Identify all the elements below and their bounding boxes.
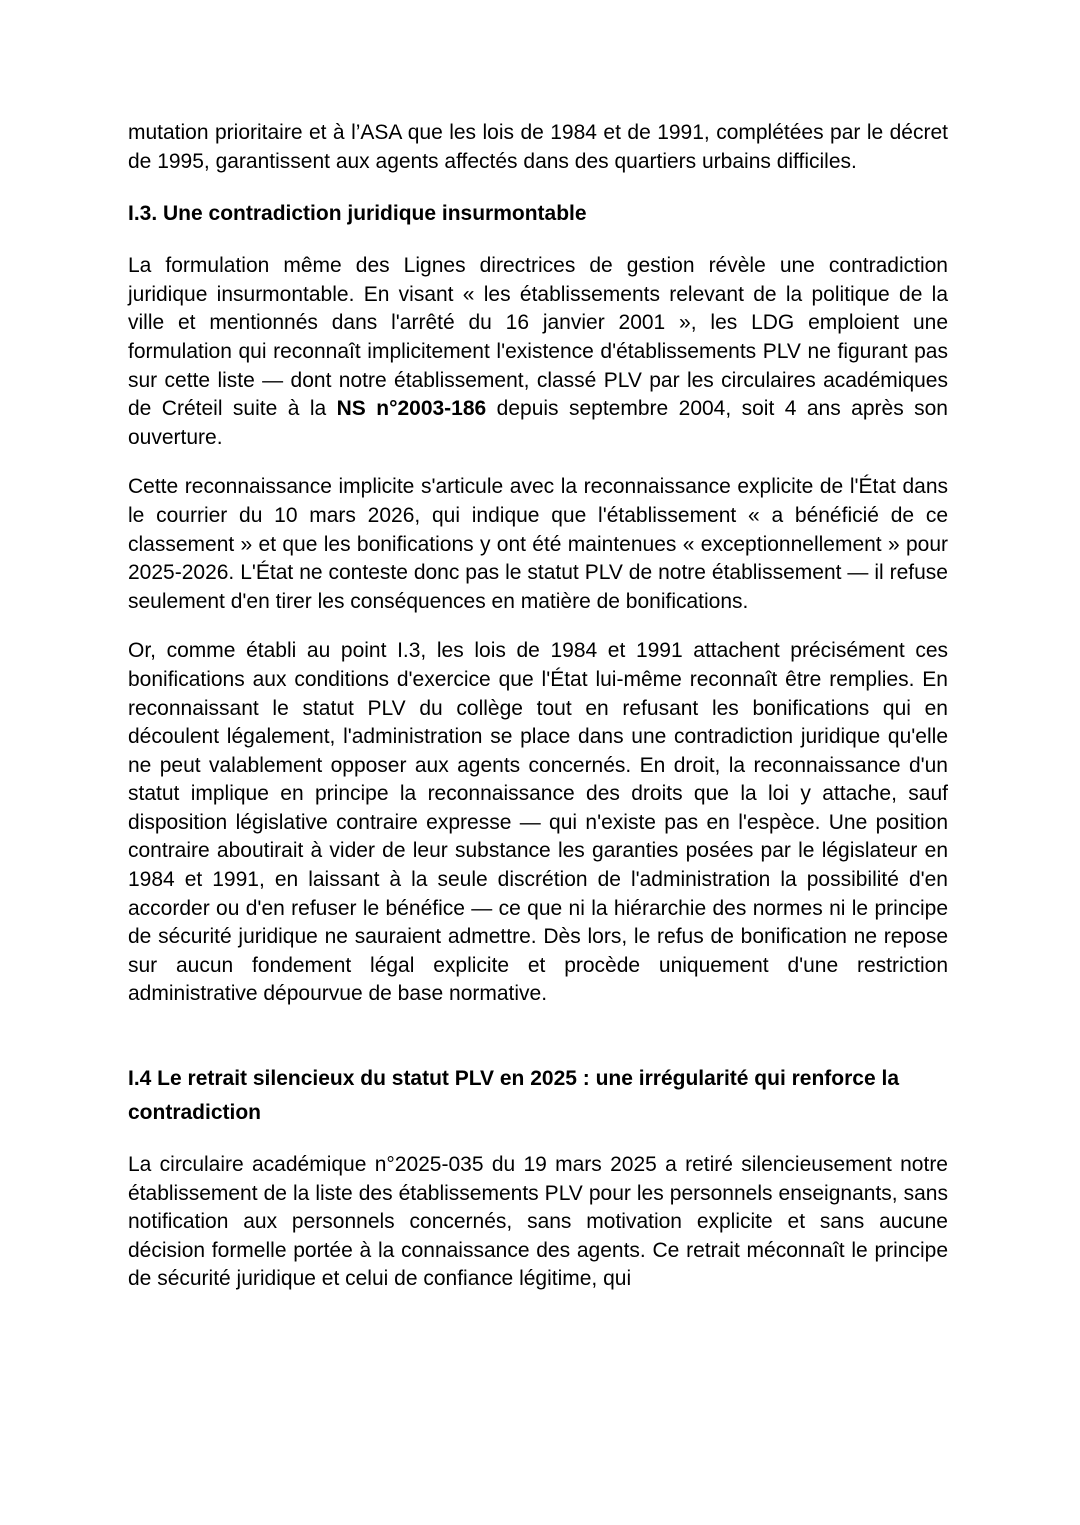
paragraph-intro-mutation-prioritaire: mutation prioritaire et à l’ASA que les lois de 1984 et de 1991, complétées par le décret de 1995, garantissent aux agents affectés dans des quartiers urbains difficiles. bbox=[128, 121, 948, 173]
paragraph-formulation-text-after: depuis septembre 2004, soit 4 ans après son ouverture. bbox=[128, 397, 948, 449]
heading-section-i4: I.4 Le retrait silencieux du statut PLV en 2025 : une irrégularité qui renforce la contradiction bbox=[128, 1067, 900, 1125]
bold-reference-ns-2003-186: NS n°2003-186 bbox=[336, 397, 487, 421]
heading-section-i3: I.3. Une contradiction juridique insurmontable bbox=[128, 202, 587, 226]
document-content bbox=[128, 119, 948, 1315]
paragraph-reconnaissance-implicite: Cette reconnaissance implicite s'articule avec la reconnaissance explicite de l'État dans le courrier du 10 mars 2026, qui indique que l'établissement « a bénéficié de ce classement » et que les bonifications y ont été maintenues « exceptionnellement » pour 2025-2026. L'État ne conteste donc pas le statut PLV de notre établissement — il refuse seulement d'en tirer les conséquences en matière de bonifications. bbox=[128, 475, 948, 613]
paragraph-circulaire-retrait: La circulaire académique n°2025-035 du 19 mars 2025 a retiré silencieusement notre établissement de la liste des établissements PLV pour les personnels enseignants, sans notification aux personnels concernés, sans motivation explicite et sans aucune décision formelle portée à la connaissance des agents. Ce retrait méconnaît le principe de sécurité juridique et celui de confiance légitime, qui bbox=[128, 1153, 948, 1291]
paragraph-formulation-text-before: La formulation même des Lignes directrices de gestion révèle une contradiction juridique insurmontable. En visant « les établissements relevant de la politique de la ville et mentionnés dans l'arrêté du 16 janvier 2001 », les LDG emploient une formulation qui reconnaît implicitement l'existence d'établissements PLV ne figurant pas sur cette liste — dont notre établissement, classé PLV par les circulaires académiques de Créteil suite à la bbox=[128, 254, 948, 421]
paragraph-formulation-ldg bbox=[128, 252, 948, 452]
paragraph-contradiction-juridique: Or, comme établi au point I.3, les lois de 1984 et 1991 attachent précisément ces bonifications aux conditions d'exercice que l'État lui-même reconnaît être remplies. En reconnaissant le statut PLV du collège tout en refusant les bonifications qui en découlent légalement, l'administration se place dans une contradiction juridique qu'elle ne peut valablement opposer aux agents concernés. En droit, la reconnaissance d'un statut implique en principe la reconnaissance des droits que la loi y attache, sauf disposition législative contraire expresse — qui n'existe pas en l'espèce. Une position contraire aboutirait à vider de leur substance les garanties posées par le législateur en 1984 et 1991, en laissant à la seule discrétion de l'administration la possibilité d'en accorder ou d'en refuser le bénéfice — ce que ni la hiérarchie des normes ni le principe de sécurité juridique ne sauraient admettre. Dès lors, le refus de bonification ne repose sur aucun fondement légal explicite et procède uniquement d'une restriction administrative dépourvue de base normative. bbox=[128, 639, 948, 1006]
